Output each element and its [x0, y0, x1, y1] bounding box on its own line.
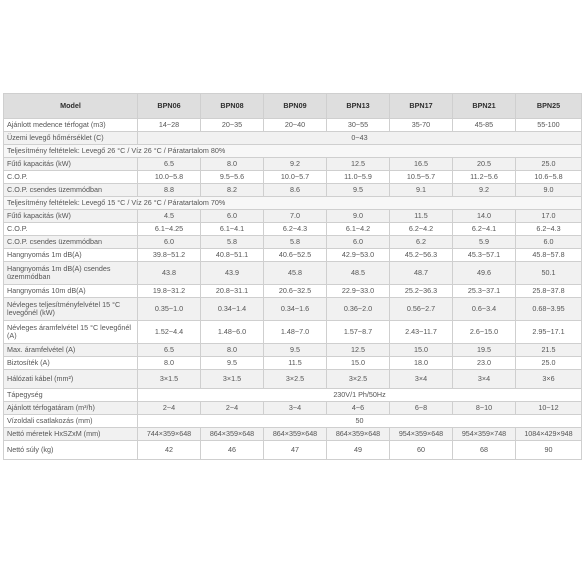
table-cell: 18.0	[390, 357, 453, 370]
row-label: Hangnyomás 1m dB(A) csendes üzemmódban	[4, 262, 138, 285]
table-row	[4, 357, 582, 370]
table-row	[4, 210, 582, 223]
table-cell: 20~40	[264, 119, 327, 132]
table-cell: 2~4	[201, 402, 264, 415]
row-label: Fűtő kapacitás (kW)	[4, 210, 138, 223]
table-cell: 11.2~5.6	[453, 171, 516, 184]
section-title: Teljesítmény feltételek: Levegő 26 °C / Víz 26 °C / Páratartalom 80%	[4, 145, 582, 158]
row-label: Nettó méretek HxSZxM (mm)	[4, 428, 138, 441]
table-cell: 6.5	[138, 344, 201, 357]
table-cell: 9.0	[516, 184, 582, 197]
table-cell: 10.6~5.8	[516, 171, 582, 184]
table-cell: 20.8~31.1	[201, 285, 264, 298]
table-cell: 9.2	[453, 184, 516, 197]
table-cell: 9.0	[327, 210, 390, 223]
header-bpn06: BPN06	[138, 94, 201, 119]
row-label: Nettó súly (kg)	[4, 441, 138, 460]
table-cell: 6.2~4.3	[264, 223, 327, 236]
row-label: Hangnyomás 10m dB(A)	[4, 285, 138, 298]
table-cell: 3×2.5	[264, 370, 327, 389]
table-cell: 19.8~31.2	[138, 285, 201, 298]
table-cell: 5.8	[264, 236, 327, 249]
table-cell: 21.5	[516, 344, 582, 357]
table-cell: 864×359×648	[264, 428, 327, 441]
table-row	[4, 119, 582, 132]
table-cell: 12.5	[327, 158, 390, 171]
table-cell: 864×359×648	[201, 428, 264, 441]
table-row	[4, 236, 582, 249]
table-cell: 9.1	[390, 184, 453, 197]
table-cell: 48.5	[327, 262, 390, 285]
table-cell: 744×359×648	[138, 428, 201, 441]
table-cell: 6.5	[138, 158, 201, 171]
row-label: Fűtő kapacitás (kW)	[4, 158, 138, 171]
table-cell: 55-100	[516, 119, 582, 132]
table-cell: 49	[327, 441, 390, 460]
header-model: Model	[4, 94, 138, 119]
row-label: Vízoldali csatlakozás (mm)	[4, 415, 138, 428]
table-cell: 17.0	[516, 210, 582, 223]
table-cell: 0.36~2.0	[327, 298, 390, 321]
table-cell: 8.0	[201, 158, 264, 171]
table-cell: 8.0	[201, 344, 264, 357]
table-row	[4, 158, 582, 171]
table-cell: 8~10	[453, 402, 516, 415]
row-label: Hálózati kábel (mm²)	[4, 370, 138, 389]
row-label: C.O.P.	[4, 171, 138, 184]
table-cell: 19.5	[453, 344, 516, 357]
header-bpn21: BPN21	[453, 94, 516, 119]
header-bpn17: BPN17	[390, 94, 453, 119]
table-cell: 39.8~51.2	[138, 249, 201, 262]
table-cell: 35-70	[390, 119, 453, 132]
table-row	[4, 184, 582, 197]
row-label: Max. áramfelvétel (A)	[4, 344, 138, 357]
table-cell: 6.1~4.25	[138, 223, 201, 236]
table-row	[4, 441, 582, 460]
row-label: Névleges teljesítményfelvétel 15 °C levegőnél (kW)	[4, 298, 138, 321]
table-cell: 6.0	[138, 236, 201, 249]
table-cell: 9.5	[264, 344, 327, 357]
table-cell: 15.0	[390, 344, 453, 357]
table-cell: 11.5	[390, 210, 453, 223]
header-row	[4, 94, 582, 119]
table-cell: 954×359×648	[390, 428, 453, 441]
table-row	[4, 370, 582, 389]
table-cell: 25.0	[516, 357, 582, 370]
spanned-value: 50	[138, 415, 582, 428]
table-cell: 1.48~6.0	[201, 321, 264, 344]
table-cell: 9.2	[264, 158, 327, 171]
table-cell: 8.6	[264, 184, 327, 197]
header-bpn25: BPN25	[516, 94, 582, 119]
table-cell: 10.0~5.8	[138, 171, 201, 184]
table-cell: 45.3~57.1	[453, 249, 516, 262]
table-row	[4, 389, 582, 402]
table-cell: 3×1.5	[201, 370, 264, 389]
table-cell: 14.0	[453, 210, 516, 223]
table-cell: 3×4	[390, 370, 453, 389]
spanned-value: 230V/1 Ph/50Hz	[138, 389, 582, 402]
row-label: Ajánlott térfogatáram (m³/h)	[4, 402, 138, 415]
table-cell: 11.0~5.9	[327, 171, 390, 184]
table-cell: 25.0	[516, 158, 582, 171]
table-row	[4, 298, 582, 321]
table-cell: 40.8~51.1	[201, 249, 264, 262]
row-label: Hangnyomás 1m dB(A)	[4, 249, 138, 262]
table-cell: 0.34~1.4	[201, 298, 264, 321]
table-row	[4, 171, 582, 184]
table-cell: 10.0~5.7	[264, 171, 327, 184]
table-cell: 0.6~3.4	[453, 298, 516, 321]
table-cell: 3×4	[453, 370, 516, 389]
row-label: C.O.P.	[4, 223, 138, 236]
table-cell: 9.5~5.6	[201, 171, 264, 184]
table-cell: 8.8	[138, 184, 201, 197]
table-cell: 16.5	[390, 158, 453, 171]
table-cell: 6.2~4.3	[516, 223, 582, 236]
row-label: Ajánlott medence térfogat (m3)	[4, 119, 138, 132]
table-cell: 6.2~4.1	[453, 223, 516, 236]
table-row	[4, 344, 582, 357]
table-cell: 0.68~3.95	[516, 298, 582, 321]
table-row	[4, 132, 582, 145]
table-cell: 0.34~1.6	[264, 298, 327, 321]
table-cell: 8.0	[138, 357, 201, 370]
table-row	[4, 249, 582, 262]
table-cell: 42	[138, 441, 201, 460]
table-cell: 45-85	[453, 119, 516, 132]
table-cell: 2.43~11.7	[390, 321, 453, 344]
table-cell: 2.95~17.1	[516, 321, 582, 344]
table-cell: 25.2~36.3	[390, 285, 453, 298]
table-cell: 47	[264, 441, 327, 460]
table-cell: 1.48~7.0	[264, 321, 327, 344]
table-cell: 5.8	[201, 236, 264, 249]
table-cell: 25.3~37.1	[453, 285, 516, 298]
table-cell: 11.5	[264, 357, 327, 370]
row-label: Üzemi levegő hőmérséklet (C)	[4, 132, 138, 145]
table-cell: 4~6	[327, 402, 390, 415]
table-cell: 3×2.5	[327, 370, 390, 389]
table-row	[4, 402, 582, 415]
table-cell: 40.6~52.5	[264, 249, 327, 262]
table-cell: 3×6	[516, 370, 582, 389]
table-row	[4, 262, 582, 285]
table-cell: 90	[516, 441, 582, 460]
table-cell: 43.9	[201, 262, 264, 285]
table-cell: 60	[390, 441, 453, 460]
table-cell: 12.5	[327, 344, 390, 357]
table-cell: 50.1	[516, 262, 582, 285]
table-cell: 25.8~37.8	[516, 285, 582, 298]
row-label: Névleges áramfelvétel 15 °C levegőnél (A)	[4, 321, 138, 344]
table-cell: 1.52~4.4	[138, 321, 201, 344]
table-cell: 2~4	[138, 402, 201, 415]
table-cell: 5.9	[453, 236, 516, 249]
table-row	[4, 428, 582, 441]
table-body	[4, 119, 582, 460]
table-row	[4, 415, 582, 428]
table-cell: 6.0	[327, 236, 390, 249]
table-cell: 3~4	[264, 402, 327, 415]
header-bpn09: BPN09	[264, 94, 327, 119]
table-cell: 43.8	[138, 262, 201, 285]
spanned-value: 0~43	[138, 132, 582, 145]
table-cell: 6.1~4.2	[327, 223, 390, 236]
table-cell: 9.5	[201, 357, 264, 370]
table-cell: 0.35~1.0	[138, 298, 201, 321]
table-cell: 0.56~2.7	[390, 298, 453, 321]
table-cell: 9.5	[327, 184, 390, 197]
table-cell: 8.2	[201, 184, 264, 197]
table-cell: 7.0	[264, 210, 327, 223]
table-cell: 6.2~4.2	[390, 223, 453, 236]
table-cell: 1084×429×948	[516, 428, 582, 441]
table-cell: 30~55	[327, 119, 390, 132]
table-cell: 49.6	[453, 262, 516, 285]
header-bpn08: BPN08	[201, 94, 264, 119]
row-label: Tápegység	[4, 389, 138, 402]
header-bpn13: BPN13	[327, 94, 390, 119]
table-cell: 14~28	[138, 119, 201, 132]
table-cell: 20.6~32.5	[264, 285, 327, 298]
table-cell: 68	[453, 441, 516, 460]
table-cell: 6~8	[390, 402, 453, 415]
table-cell: 20~35	[201, 119, 264, 132]
table-cell: 15.0	[327, 357, 390, 370]
table-cell: 6.0	[201, 210, 264, 223]
table-cell: 10~12	[516, 402, 582, 415]
table-cell: 42.9~53.0	[327, 249, 390, 262]
section-title: Teljesítmény feltételek: Levegő 15 °C / Víz 26 °C / Páratartalom 70%	[4, 197, 582, 210]
section-row	[4, 145, 582, 158]
table-cell: 954×359×748	[453, 428, 516, 441]
table-cell: 6.0	[516, 236, 582, 249]
table-cell: 46	[201, 441, 264, 460]
table-row	[4, 321, 582, 344]
table-cell: 10.5~5.7	[390, 171, 453, 184]
row-label: C.O.P. csendes üzemmódban	[4, 236, 138, 249]
table-cell: 45.8	[264, 262, 327, 285]
table-cell: 864×359×648	[327, 428, 390, 441]
table-cell: 22.9~33.0	[327, 285, 390, 298]
row-label: Biztosíték (A)	[4, 357, 138, 370]
table-cell: 23.0	[453, 357, 516, 370]
table-cell: 4.5	[138, 210, 201, 223]
table-cell: 3×1.5	[138, 370, 201, 389]
table-cell: 45.2~56.3	[390, 249, 453, 262]
table-cell: 2.6~15.0	[453, 321, 516, 344]
specification-table	[3, 93, 582, 460]
table-cell: 6.2	[390, 236, 453, 249]
table-cell: 1.57~8.7	[327, 321, 390, 344]
table-row	[4, 285, 582, 298]
table-cell: 6.1~4.1	[201, 223, 264, 236]
table-cell: 45.8~57.8	[516, 249, 582, 262]
section-row	[4, 197, 582, 210]
table-row	[4, 223, 582, 236]
table-cell: 20.5	[453, 158, 516, 171]
row-label: C.O.P. csendes üzemmódban	[4, 184, 138, 197]
table-cell: 48.7	[390, 262, 453, 285]
